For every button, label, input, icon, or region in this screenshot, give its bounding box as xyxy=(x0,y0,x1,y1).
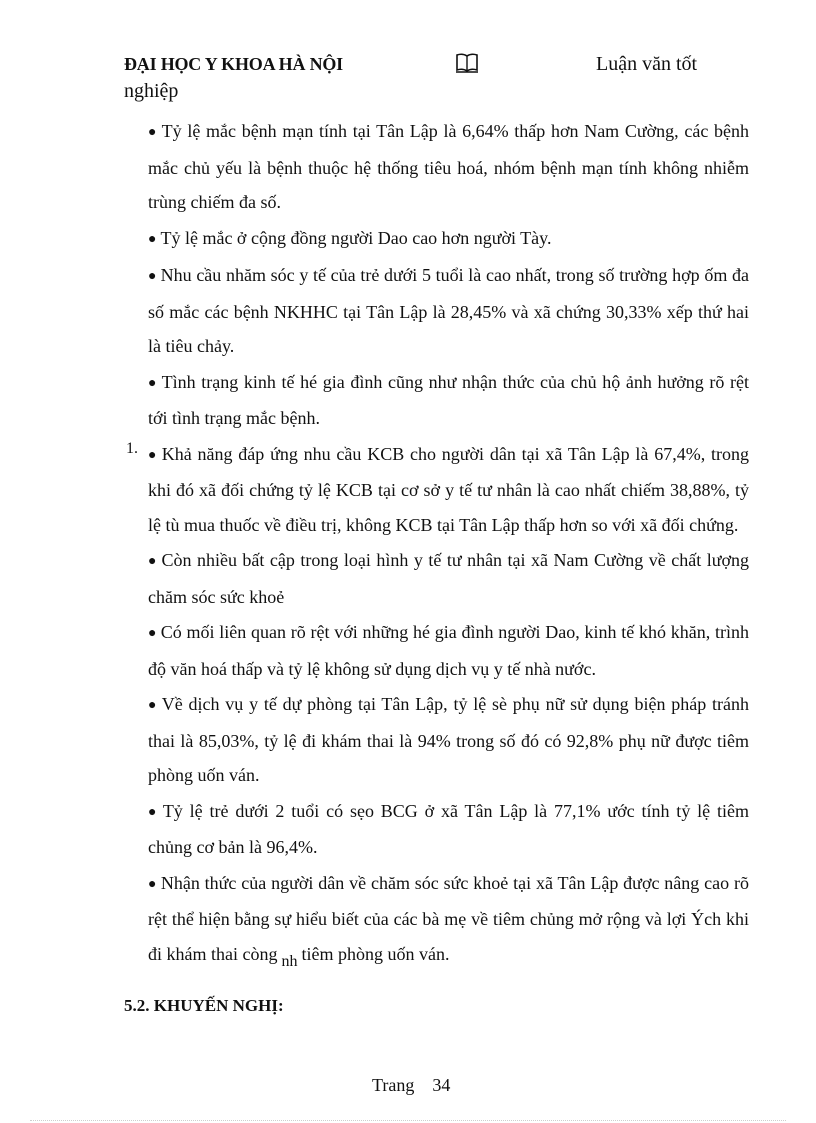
bullet-icon: ● xyxy=(148,269,157,284)
bullet-paragraph: ● Tỷ lệ mắc bệnh mạn tính tại Tân Lập là 6,64% thấp hơn Nam Cường, các bệnh mắc chủ yếu là bệnh thuộc hệ thống tiêu hoá, nhóm bệnh mạn tính không nhiễm trùng chiếm đa số. xyxy=(148,121,749,212)
bullet-icon: ● xyxy=(148,698,158,713)
bullet-paragraph: ● Tỷ lệ trẻ dưới 2 tuổi có sẹo BCG ở xã Tân Lập là 77,1% ước tính tỷ lệ tiêm chủng cơ bản là 96,4%. xyxy=(148,800,749,857)
bullet-paragraph: ● Tình trạng kinh tế hé gia đình cũng như nhận thức của chủ hộ ảnh hưởng rõ rệt tới tình trạng mắc bệnh. xyxy=(148,371,749,428)
page-label: Trang xyxy=(372,1075,415,1095)
header-university: ĐẠI HỌC Y KHOA HÀ NỘI xyxy=(124,54,343,74)
bullet-icon: ● xyxy=(148,876,157,892)
open-book-icon xyxy=(455,52,479,74)
bullet-paragraph: ● Khả năng đáp ứng nhu cầu KCB cho người dân tại xã Tân Lập là 67,4%, trong khi đó xã đối chứng tỷ lệ KCB tại cơ sở y tế tư nhân là cao nhất chiếm 38,88%, tỷ lệ tù mua thuốc về điều trị, không KCB tại Tân Lập thấp hơn so với xã đối chứng. xyxy=(148,443,749,535)
bullet-icon: ● xyxy=(148,125,158,140)
bullet-paragraph: ● Về dịch vụ y tế dự phòng tại Tân Lập, tỷ lệ sè phụ nữ sử dụng biện pháp tránh thai là 85,03%, tỷ lệ đi khám thai là 94% trong số đó có 92,8% phụ nữ được tiêm phòng uốn ván. xyxy=(148,694,749,785)
bullet-icon: ● xyxy=(148,375,158,391)
stray-subscript: nh xyxy=(281,952,298,970)
section-heading: 5.2. KHUYẾN NGHỊ: xyxy=(124,996,284,1015)
page-bottom-divider xyxy=(30,1120,786,1121)
bullet-icon: ● xyxy=(148,231,157,247)
body-content xyxy=(148,114,749,980)
bullet-paragraph: ● Nhận thức của người dân về chăm sóc sức khoẻ tại xã Tân Lập được nâng cao rõ rệt thể hiện bằng sự hiểu biết của các bà mẹ về tiêm chủng mở rộng và lợi Ých khi đi khám thai còng nh tiêm phòng uốn ván. xyxy=(148,872,749,970)
page-footer xyxy=(372,1075,468,1096)
bullet-icon: ● xyxy=(148,626,157,641)
bullet-paragraph: ● Còn nhiều bất cập trong loại hình y tế tư nhân tại xã Nam Cường về chất lượng chăm sóc sức khoẻ xyxy=(148,550,749,607)
bullet-icon: ● xyxy=(148,804,159,820)
bullet-paragraph: ● Có mối liên quan rõ rệt với những hé gia đình người Dao, kinh tế khó khăn, trình độ văn hoá thấp và tỷ lệ không sử dụng dịch vụ y tế nhà nước. xyxy=(148,622,749,679)
bullet-icon: ● xyxy=(148,447,158,463)
bullet-paragraph: ● Nhu cầu nhăm sóc y tế của trẻ dưới 5 tuổi là cao nhất, trong số trường hợp ốm đa số mắc các bệnh NKHHC tại Tân Lập là 28,45% và xã chứng 30,33% xếp thứ hai là tiêu chảy. xyxy=(148,265,749,356)
list-number: 1. xyxy=(126,440,138,457)
page-number: 34 xyxy=(432,1075,451,1095)
bullet-icon: ● xyxy=(148,554,158,569)
bullet-paragraph: ● Tỷ lệ mắc ở cộng đồng người Dao cao hơn người Tày. xyxy=(148,227,552,248)
header-thesis-title-continuation: nghiệp xyxy=(124,80,179,102)
header-thesis-title: Luận văn tốt xyxy=(596,53,698,75)
